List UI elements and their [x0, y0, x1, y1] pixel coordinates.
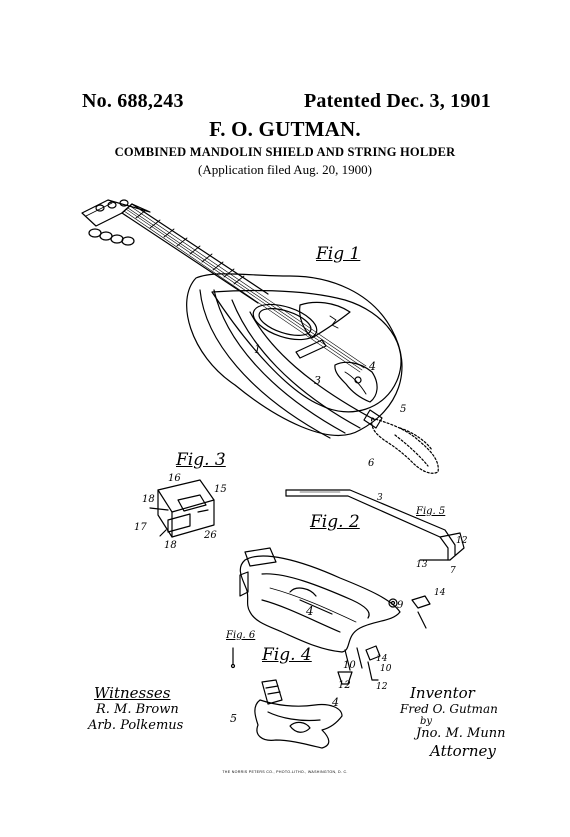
ref-numeral: 12	[338, 680, 351, 691]
ref-numeral: 3	[377, 493, 383, 503]
ref-numeral: 18	[142, 494, 155, 505]
application-date: (Application filed Aug. 20, 1900)	[197, 162, 373, 177]
ref-numeral: 5	[400, 404, 407, 415]
printer-credit: THE NORRIS PETERS CO., PHOTO-LITHO., WASHINGTON, D. C.	[222, 770, 348, 774]
inventor-name: F. O. GUTMAN.	[209, 117, 361, 141]
fig6-label: Fig. 6	[226, 630, 256, 641]
witness-signature-1: R. M. Brown	[96, 702, 179, 717]
ref-numeral: 12	[456, 536, 468, 546]
ref-numeral: 5	[230, 712, 237, 725]
ref-numeral: 16	[168, 473, 181, 484]
ref-numeral: 14	[434, 588, 446, 598]
ref-numeral: 4	[306, 604, 314, 618]
ref-numeral: 15	[214, 484, 227, 495]
sound-hole	[249, 298, 321, 347]
ref-numeral: 4	[369, 360, 376, 373]
inventor-signature: Fred O. Gutman	[400, 702, 498, 716]
fig2-label: Fig. 2	[310, 512, 360, 532]
ref-numeral: 1	[254, 343, 261, 356]
fig1-label: Fig 1	[316, 244, 361, 264]
ref-numeral: 3	[314, 374, 321, 387]
fig4-label: Fig. 4	[262, 645, 312, 665]
tuning-pegs	[89, 200, 134, 245]
patent-number: No. 688,243	[82, 90, 184, 112]
by-label: by	[420, 716, 433, 727]
ref-numeral: 10	[343, 660, 356, 671]
witness-signature-2: Arb. Polkemus	[88, 718, 184, 733]
ref-numeral: 9	[397, 600, 404, 611]
witnesses-heading: Witnesses	[94, 684, 171, 702]
shield-plate	[240, 556, 400, 652]
attorney-signature: Jno. M. Munn	[416, 726, 506, 741]
fig5-label: Fig. 5	[416, 506, 446, 517]
figure-3-drawing	[150, 480, 214, 537]
ref-numeral: 26	[204, 530, 217, 541]
mandolin-drawing	[82, 200, 438, 473]
patent-date: Patented Dec. 3, 1901	[304, 90, 491, 112]
ref-numeral: 7	[450, 566, 456, 576]
inventor-heading: Inventor	[410, 684, 475, 702]
ref-numeral: 13	[416, 560, 428, 570]
patent-title: COMBINED MANDOLIN SHIELD AND STRING HOLDER	[114, 145, 456, 159]
ref-numeral: 17	[134, 522, 147, 533]
fig3-label: Fig. 3	[176, 450, 226, 470]
ref-numeral: 10	[380, 664, 392, 674]
ref-numeral: 18	[164, 540, 177, 551]
ref-numeral: 6	[368, 458, 375, 469]
ref-numeral: 4	[332, 696, 339, 709]
figure-4-detail	[255, 680, 342, 748]
ref-numeral: 12	[376, 682, 388, 692]
ref-numeral: 14	[376, 654, 388, 664]
attorney-label: Attorney	[430, 742, 496, 760]
